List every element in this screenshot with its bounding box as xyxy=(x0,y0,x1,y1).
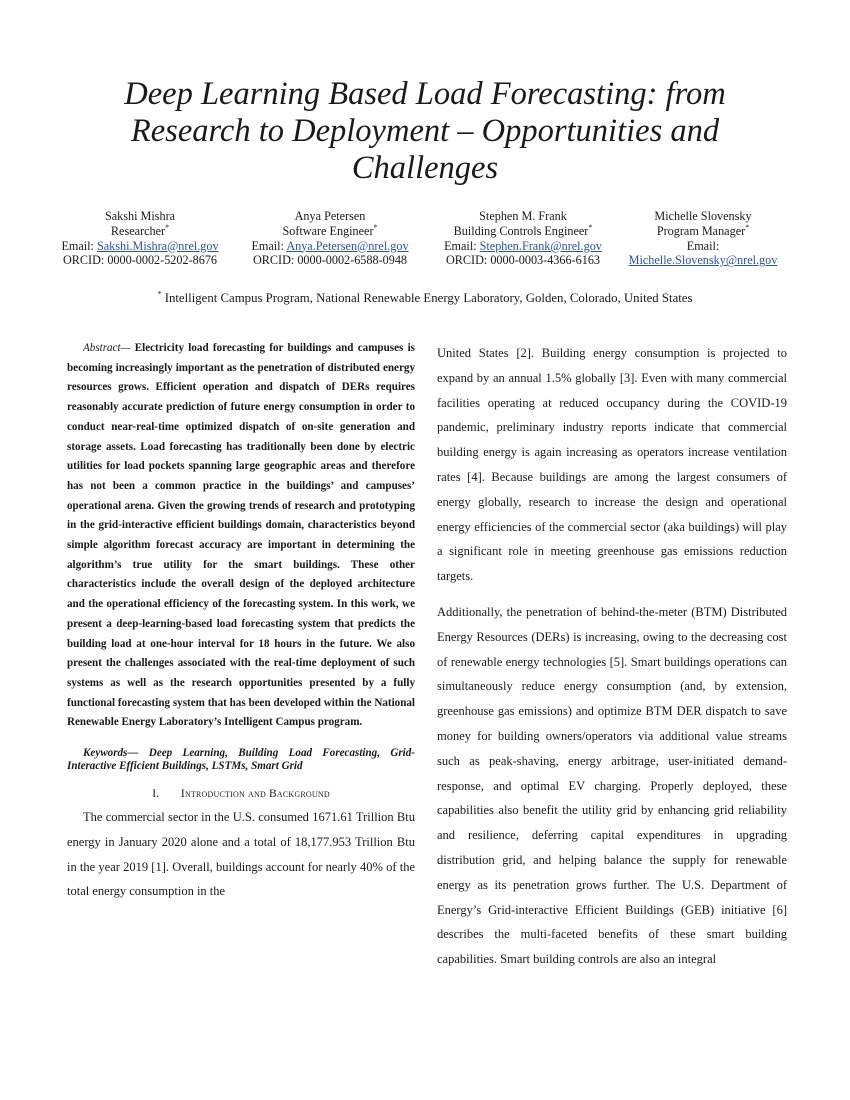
abstract-lead: Abstract— xyxy=(83,342,131,354)
author-role: Researcher xyxy=(110,223,166,238)
email-label: Email: xyxy=(251,238,284,253)
author-email-line xyxy=(40,239,240,254)
author-4 xyxy=(603,209,803,268)
author-role-line xyxy=(603,224,803,239)
intro-continuation: United States [2]. Building energy consumption is projected to expand by an annual 1.5% globally [3]. Even with many commercial facilities operating at reduced occupancy during the COVID-19 pandemic, preliminary industry reports indicate that commercial building energy is again increasing as operators increase ventilation rates [4]. Because buildings are among the largest consumers of energy globally, research to increase the design and operational energy efficiencies of the commercial sector (aka buildings) will play a significant role in meeting greenhouse gas emissions reduction targets. xyxy=(437,346,787,584)
author-role-line xyxy=(230,224,430,239)
author-name: Anya Petersen xyxy=(294,209,366,223)
author-name: Stephen M. Frank xyxy=(479,209,567,223)
affiliation-mark: * xyxy=(373,222,378,232)
title-line-2: Research to Deployment – Opportunities and xyxy=(130,113,720,149)
abstract-text: Electricity load forecasting for buildings and campuses is becoming increasingly important as the penetration of distributed energy resources grows. Efficient operation and dispatch of DERs requires reasonably accurate prediction of future energy consumption in order to conduct near-real-time optimized dispatch of on-site generation and storage assets. Load forecasting has traditionally been done by electric utilities for load pockets spanning large geographic areas and therefore has not been a common practice in the buildings’ and campuses’ operational arena. Given the growing trends of research and prototyping in the grid-interactive efficient buildings domain, characteristics beyond simple algorithm forecast accuracy are important in determining the algorithm’s true utility for the smart buildings. These other characteristics include the overall design of the deployed architecture and the operational efficiency of the forecasting system. In this work, we present a deep-learning-based load forecasting system that predicts the building load at one-hour interval for 18 hours in the future. We also present the challenges associated with the real-time deployment of such systems as well as the research opportunities presented by a fully functional forecasting system that has been developed within the National Renewable Energy Laboratory’s Intelligent Campus program. xyxy=(67,342,415,729)
affiliation-mark: * xyxy=(157,289,162,299)
email-link[interactable]: Stephen.Frank@nrel.gov xyxy=(479,238,602,253)
author-role-line xyxy=(40,224,240,239)
author-email-line xyxy=(423,239,623,254)
author-3 xyxy=(423,209,623,268)
keywords: Keywords— Deep Learning, Building Load Forecasting, Grid-Interactive Efficient Buildings, LSTMs, Smart Grid xyxy=(67,747,415,773)
section-number: I. xyxy=(152,788,159,801)
intro-paragraph: The commercial sector in the U.S. consumed 1671.61 Trillion Btu energy in January 2020 alone and a total of 18,177.953 Trillion Btu in the year 2019 [1]. Overall, buildings account for nearly 40% of the total energy consumption in the xyxy=(67,810,415,899)
ders-paragraph: Additionally, the penetration of behind-the-meter (BTM) Distributed Energy Resources (DERs) is increasing, owing to the decreasing cost of renewable energy technologies [5]. Smart buildings operations can simultaneously reduce energy consumption (and, by extension, greenhouse gas emissions) and optimize BTM DER dispatch to save money for building owners/operators via additional value streams such as peak-shaving, energy arbitrage, user-initiated demand-response, and optimal EV charging. Properly deployed, these capabilities also benefit the utility grid by enhancing grid reliability and resilience, deferring capital expenditures in upgrading distribution grid, and helping balance the supply for renewable energy as its penetration grows further. The U.S. Department of Energy’s Grid-interactive Efficient Buildings (GEB) initiative [6] describes the multi-faceted benefits of these smart building capabilities. Smart building controls are also an integral xyxy=(437,604,787,967)
email-link[interactable]: Sakshi.Mishra@nrel.gov xyxy=(96,238,219,253)
author-name: Michelle Slovensky xyxy=(654,209,752,223)
email-label: Email: xyxy=(61,238,94,253)
author-1 xyxy=(40,209,240,268)
affiliation-line xyxy=(60,290,790,306)
author-role: Software Engineer xyxy=(282,223,374,238)
author-role: Program Manager xyxy=(656,223,746,238)
section-title: Introduction and Background xyxy=(180,788,330,801)
author-role-line xyxy=(423,224,623,239)
author-2 xyxy=(230,209,430,268)
paper-title xyxy=(60,76,790,187)
email-label: Email: xyxy=(444,238,477,253)
title-line-3: Challenges xyxy=(351,150,499,186)
left-column xyxy=(67,339,415,904)
right-column xyxy=(437,341,787,972)
affiliation-mark: * xyxy=(745,222,750,232)
email-label: Email: xyxy=(686,238,720,253)
affiliation-text: Intelligent Campus Program, National Renewable Energy Laboratory, Golden, Colorado, United States xyxy=(164,291,693,305)
author-role: Building Controls Engineer xyxy=(453,223,589,238)
email-link[interactable]: Michelle.Slovensky@nrel.gov xyxy=(628,253,778,268)
section-heading xyxy=(67,787,415,801)
email-link[interactable]: Anya.Petersen@nrel.gov xyxy=(286,238,409,253)
author-orcid: ORCID: 0000-0002-6588-0948 xyxy=(252,253,408,268)
affiliation-mark: * xyxy=(588,222,593,232)
author-name: Sakshi Mishra xyxy=(104,209,176,223)
title-line-1: Deep Learning Based Load Forecasting: from xyxy=(124,76,726,112)
affiliation-mark: * xyxy=(165,222,170,232)
author-email-line xyxy=(230,239,430,254)
author-orcid: ORCID: 0000-0003-4366-6163 xyxy=(445,253,601,268)
abstract xyxy=(67,339,415,733)
author-orcid: ORCID: 0000-0002-5202-8676 xyxy=(62,253,218,268)
